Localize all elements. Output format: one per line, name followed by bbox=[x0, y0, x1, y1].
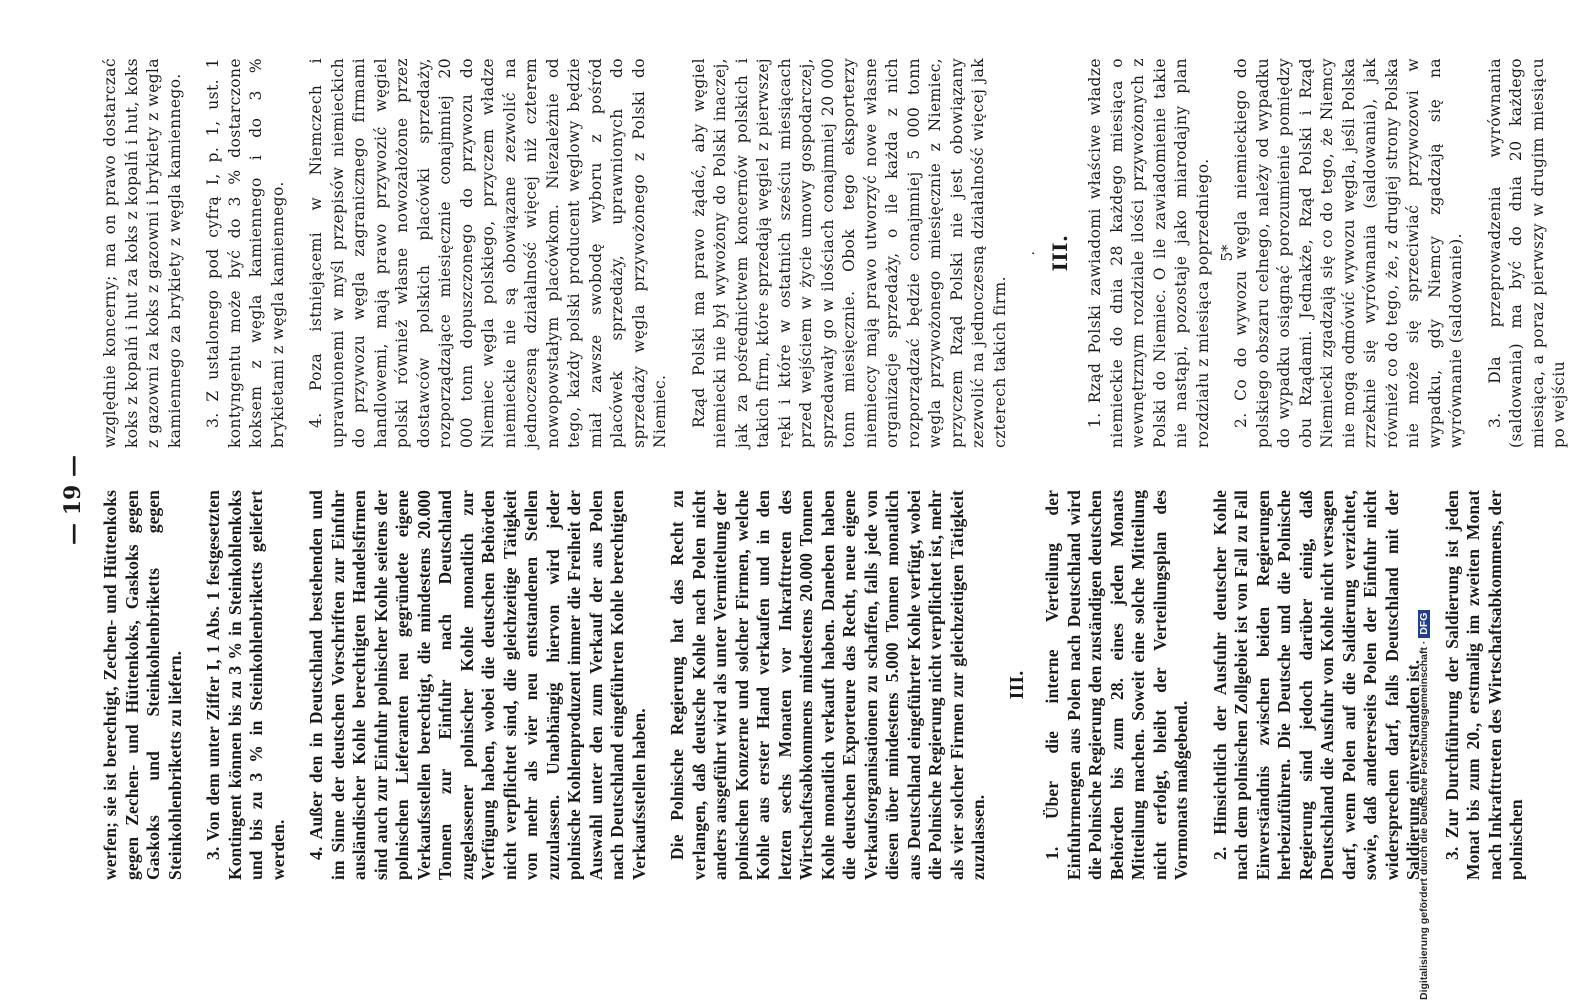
german-column bbox=[100, 490, 1545, 880]
german-paragraph: Die Polnische Regierung hat das Recht zu verlangen, daß deutsche Kohle nach Polen nicht anders ausgeführt wird als unter Vermittelung der polnischen Konzerne und solcher Firmen, welche Kohle aus erster Hand verkaufen und in den letzten sechs Monaten vor Inkrafttreten des Wirtschaftsabkommens mindestens 20.000 Tonnen Kohle monatlich verkauft haben. Daneben haben die deutschen Exporteure das Recht, neue eigene Verkaufsorganisationen zu schaffen, falls jede von diesen über mindestens 5.000 Tonnen monatlich aus Deutschland eingeführter Kohle verfügt, wobei die Polnische Regierung nicht verpflichtet ist, mehr als vier solcher Firmen zur gleichzeitigen Tätigkeit zuzulassen. bbox=[667, 490, 988, 880]
german-section-heading: III. bbox=[1005, 670, 1028, 700]
german-paragraph: 3. Von dem unter Ziffer I, 1 Abs. 1 festgesetzten Kontingent können bis zu 3 % in Steinkohlenkoks und bis zu 3 % in Steinkohlenbriketts geliefert werden. bbox=[203, 490, 288, 880]
german-paragraph: werfen; sie ist berechtigt, Zechen- und Hüttenkoks gegen Zechen- und Hüttenkoks, Gaskoks gegen Gaskoks und Steinkohlenbriketts gegen Steinkohlenbriketts zu liefern. bbox=[100, 490, 185, 880]
polish-paragraph: 2. Co do wywozu węgla niemieckiego do polskiego obszaru celnego, należy od wypadku do wypadku osiągnąć porozumienie pomiędzy obu Rządami. Jednakże, Rząd Polski i Rząd Niemiecki zgadzają się co do tego, że Niemcy nie mogą odmówić wywozu węgla, jeśli Polska zrzeknie się wyrównania (saldowania), jak również co do tego, że, z drugiej strony Polska nie może się sprzeciwiać przywozowi w wypadku, gdy Niemcy zgadzają się na wyrównanie (saldowanie). bbox=[1232, 58, 1465, 448]
german-paragraph: 1. Über die interne Verteilung der Einfuhrmengen aus Polen nach Deutschland wird die Polnische Regierung den zuständigen deutschen Behörden bis zum 28. eines jeden Monats Mitteilung machen. Soweit eine solche Mitteilung nicht erfolgt, bleibt der Verteilungsplan des Vormonats maßgebend. bbox=[1042, 490, 1191, 880]
dfg-logo: DFG bbox=[1418, 610, 1430, 638]
polish-paragraph: 4. Poza istniejącemi w Niemczech i uprawnionemi w myśl przepisów niemieckich do przywozu węgla zagranicznego firmami handlowemi, mają prawo przywozić węgiel polski również własne nowozałożone przez dostawców polskich placówki sprzedaży, rozporządzające miesięcznie conajmniej 20 000 tonn dopuszczonego do przywozu do Niemiec węgla polskiego, przyczem władze niemieckie nie są obowiązane zezwolić na jednoczesną działalność więcej niż czterem nowopowstałym placówkom. Niezależnie od tego, każdy polski producent węglowy będzie miał zawsze swobodę wyboru z pośród placówek sprzedaży, uprawnionych do sprzedaży węgla przywożonego z Polski do Niemiec. bbox=[307, 58, 669, 448]
german-paragraph: 3. Zur Durchführung der Saldierung ist jeden Monat bis zum 20., erstmalig im zweiten Monat nach Inkrafttreten des Wirtschaftsabkommens, der polnischen bbox=[1441, 490, 1526, 880]
stamp-text: Digitalisierung gefördert durch die Deutsche Forschungsgemeinschaft · bbox=[1418, 640, 1430, 1000]
german-paragraph: 2. Hinsichtlich der Ausfuhr deutscher Kohle nach dem polnischen Zollgebiet ist von Fall zu Fall Einverständnis zwischen beiden Regierungen herbeizuführen. Die Deutsche und die Polnische Regierung sind jedoch darüber einig, daß Deutschland die Ausfuhr von Kohle nicht versagen darf, wenn Polen auf die Saldierung verzichtet, sowie, daß andererseits Polen der Einfuhr nicht widersprechen darf, falls Deutschland mit der Saldierung einverstanden ist. bbox=[1209, 490, 1423, 880]
polish-paragraph: Rząd Polski ma prawo żądać, aby węgiel niemiecki nie był wywożony do Polski inaczej, jak za pośrednictwem koncernów polskich i takich firm, które sprzedają węgiel z pierwszej ręki i które w ostatnich sześciu miesiącach przed wejściem w życie umowy gospodarczej, sprzedawały go w ilościach conajmniej 20 000 tonn miesięcznie. Obok tego eksporterzy niemieccy mają prawo utworzyć nowe własne organizacje sprzedaży, o ile każda z nich rozporządzać będzie conajmniej 5 000 tonn węgla przywożonego miesięcznie z Niemiec, przyczem Rząd Polski nie jest obowiązany zezwolić na jednoczesną działalność więcej jak czterech takich firm. bbox=[689, 58, 1009, 448]
polish-paragraph: 3. Dla przeprowadzenia wyrównania (saldowania) ma być do dnia 20 każdego miesiąca, a poraz pierwszy w drugim miesiącu po wejściu bbox=[1485, 58, 1568, 448]
stray-dot: . bbox=[1022, 250, 1038, 256]
digitization-stamp bbox=[1418, 10, 1434, 1000]
page-number: — 19 — bbox=[60, 455, 86, 545]
polish-paragraph: względnie koncerny; ma on prawo dostarczać koks z kopalń i hut za koks z kopalń i hut, koks z gazowni za koks z gazowni i brykiety z węgla kamiennego za brykiety z węgla kamiennego. bbox=[101, 58, 184, 448]
polish-section-heading: III. bbox=[1047, 234, 1072, 272]
signature-mark: 5* bbox=[1218, 244, 1236, 262]
polish-paragraph: 3. Z ustalonego pod cyfrą I, p. 1, ust. 1 kontyngentu może być do 3 % dostarczone koksem z węgla kamiennego i do 3 % brykietami z węgla kamiennego. bbox=[204, 58, 287, 448]
german-paragraph: 4. Außer den in Deutschland bestehenden und im Sinne der deutschen Vorschriften zur Einfuhr ausländischer Kohle berechtigten Handelsfirmen sind auch zur Einfuhr polnischer Kohle seitens der polnischen Lieferanten neu gegründete eigene Verkaufsstellen berechtigt, die mindestens 20.000 Tonnen zur Einfuhr nach Deutschland zugelassener polnischer Kohle monatlich zur Verfügung haben, wobei die deutschen Behörden nicht verpflichtet sind, die gleichzeitige Tätigkeit von mehr als vier neu entstandenen Stellen zuzulassen. Unabhängig hiervon wird jeder polnische Kohlenproduzent immer die Freiheit der Auswahl unter den zum Verkauf der aus Polen nach Deutschland eingeführten Kohle berechtigten Verkaufsstellen haben. bbox=[306, 490, 649, 880]
polish-column bbox=[100, 58, 1588, 448]
polish-paragraph: 1. Rząd Polski zawiadomi właściwe władze niemieckie do dnia 28 każdego miesiąca o wewnętrznym rozdziale ilości przywożonych z Polski do Niemiec. O ile zawiadomienie takie nie nastąpi, pozostaje jako miarodajny plan rozdziału z miesiąca poprzedniego. bbox=[1086, 58, 1212, 448]
